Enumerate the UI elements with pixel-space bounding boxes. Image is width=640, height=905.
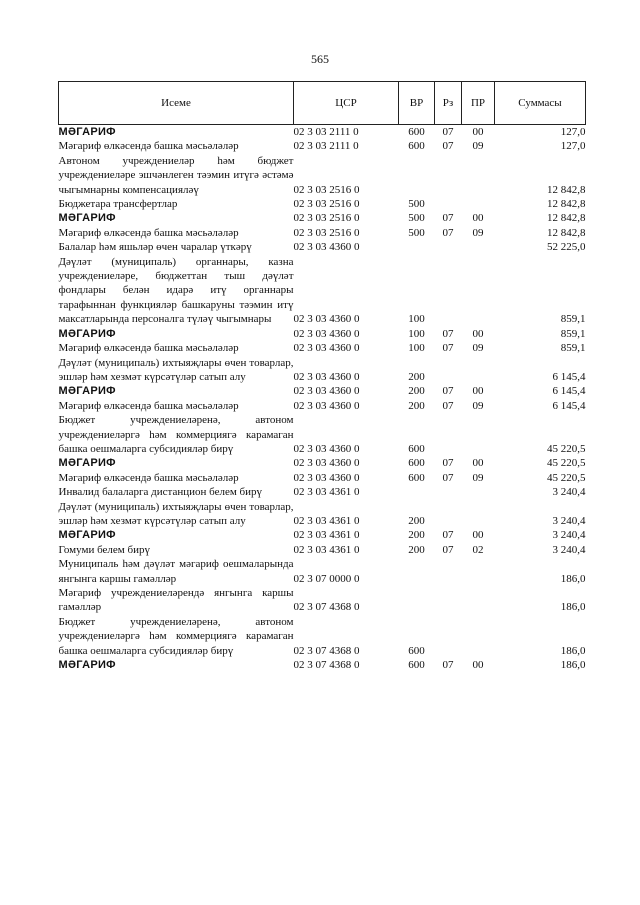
row-csr: 02 3 03 4361 0 [293, 529, 360, 542]
row-vr: 600 [408, 471, 425, 484]
row-pr [462, 197, 495, 211]
row-name: Дәүләт (муниципаль) ихтыяҗлары өчен товарлар, эшләр һәм хезмәт күрсәтүләр сатып алу [58, 500, 294, 527]
row-sum: 45 220,5 [547, 457, 586, 470]
table-row [59, 399, 586, 413]
budget-table [58, 81, 586, 672]
row-vr: 100 [408, 327, 425, 340]
row-sum: 12 842,8 [547, 183, 586, 196]
row-name: Мәгариф учреждениеләрендә янгынга каршы гамәлләр [58, 587, 294, 614]
row-pr: 00 [472, 529, 484, 542]
row-sum: 3 240,4 [552, 486, 586, 499]
row-rz: 07 [442, 457, 454, 470]
row-rz [435, 413, 462, 456]
row-rz: 07 [442, 543, 454, 556]
row-sum: 12 842,8 [547, 226, 586, 239]
row-name: Бюджет учреждениеләренә, автоном учреждениеләргә һәм коммерциягә карамаган башка оешмаларга субсидияләр бирү [58, 414, 294, 455]
row-vr: 600 [408, 140, 425, 153]
row-name: МӘГАРИФ [58, 457, 116, 470]
table-header [59, 82, 586, 125]
row-name: Инвалид балаларга дистанцион белем бирү [58, 486, 263, 499]
row-sum: 186,0 [560, 644, 586, 657]
row-csr: 02 3 03 2111 0 [293, 126, 359, 138]
table-row [59, 125, 586, 140]
row-pr [462, 356, 495, 385]
row-pr [462, 154, 495, 197]
row-rz: 07 [442, 327, 454, 340]
row-pr: 09 [472, 471, 484, 484]
table-row [59, 154, 586, 197]
row-name: МӘГАРИФ [58, 659, 116, 672]
row-pr [462, 586, 495, 615]
row-rz: 07 [442, 529, 454, 542]
row-csr: 02 3 03 4360 0 [293, 457, 360, 470]
row-name: Мәгариф өлкәсендә башка мәсьәләләр [58, 342, 239, 355]
row-name: Балалар һәм яшьләр өчен чаралар үткәрү [58, 241, 252, 254]
row-sum: 6 145,4 [552, 399, 586, 412]
row-csr: 02 3 03 4360 0 [293, 442, 360, 455]
row-sum: 859,1 [560, 313, 586, 326]
header-row [59, 82, 586, 125]
row-pr [462, 255, 495, 327]
row-csr: 02 3 03 4360 0 [293, 399, 360, 412]
table-row [59, 471, 586, 485]
row-name: Мәгариф өлкәсендә башка мәсьәләләр [58, 226, 239, 239]
row-vr: 200 [408, 399, 425, 412]
table-row [59, 197, 586, 211]
row-sum: 186,0 [560, 659, 586, 672]
row-rz: 07 [442, 399, 454, 412]
table-row [59, 456, 586, 470]
header-csr: ЦСР [294, 82, 399, 125]
row-sum: 45 220,5 [547, 442, 586, 455]
row-vr: 200 [408, 385, 425, 398]
table-row [59, 413, 586, 456]
table-row [59, 557, 586, 586]
row-name: Дәүләт (муниципаль) органнары, казна учреждениеләре, бюджеттан тыш дәүләт фондлары белән идарә итү органнары тарафыннан функцияләр башкаруны тәэмин итү максатларында персоналга түләү чыгымнары [58, 255, 294, 326]
row-vr: 600 [408, 442, 425, 455]
row-sum: 12 842,8 [547, 212, 586, 225]
row-pr [462, 485, 495, 499]
table-row [59, 356, 586, 385]
table-row [59, 528, 586, 542]
header-vr: ВР [399, 82, 435, 125]
row-rz [435, 557, 462, 586]
header-pr: ПР [462, 82, 495, 125]
row-pr [462, 557, 495, 586]
header-rz: Рз [435, 82, 462, 125]
row-vr: 200 [408, 514, 425, 527]
row-rz [435, 485, 462, 499]
page-number: 565 [311, 52, 329, 66]
row-rz [435, 154, 462, 197]
table-row [59, 327, 586, 341]
row-csr: 02 3 03 4360 0 [293, 241, 360, 254]
row-csr: 02 3 03 4360 0 [293, 370, 360, 383]
row-name: Муниципаль һәм дәүләт мәгариф оешмаларында янгынга каршы гамәлләр [58, 558, 294, 585]
row-vr: 600 [408, 644, 425, 657]
table-row [59, 485, 586, 499]
row-pr [462, 500, 495, 529]
row-sum: 6 145,4 [552, 370, 586, 383]
table-row [59, 211, 586, 225]
row-vr: 600 [408, 457, 425, 470]
row-pr [462, 413, 495, 456]
row-csr: 02 3 03 4361 0 [293, 514, 360, 527]
row-pr: 00 [472, 212, 484, 225]
row-pr: 00 [472, 457, 484, 470]
row-rz [435, 255, 462, 327]
row-vr: 500 [408, 198, 425, 211]
row-sum: 6 145,4 [552, 385, 586, 398]
table-row [59, 255, 586, 327]
row-name: МӘГАРИФ [58, 126, 116, 138]
row-rz: 07 [442, 471, 454, 484]
row-vr: 100 [408, 313, 425, 326]
row-pr: 00 [472, 327, 484, 340]
row-sum: 859,1 [560, 342, 586, 355]
row-rz [435, 615, 462, 658]
table-body [59, 125, 586, 673]
row-csr: 02 3 07 4368 0 [293, 659, 360, 672]
row-name: МӘГАРИФ [58, 212, 116, 225]
row-csr: 02 3 07 4368 0 [293, 601, 360, 614]
table-row [59, 341, 586, 355]
row-name: Бюджетара трансфертлар [58, 198, 178, 211]
row-sum: 52 225,0 [547, 241, 586, 254]
table-row [59, 658, 586, 672]
table-row [59, 500, 586, 529]
row-pr: 09 [472, 342, 484, 355]
row-csr: 02 3 03 4360 0 [293, 342, 360, 355]
row-rz: 07 [442, 126, 454, 138]
row-rz [435, 240, 462, 254]
row-csr: 02 3 07 0000 0 [293, 572, 360, 585]
row-name: Дәүләт (муниципаль) ихтыяҗлары өчен товарлар, эшләр һәм хезмәт күрсәтүләр сатып алу [58, 356, 294, 383]
row-sum: 3 240,4 [552, 514, 586, 527]
row-csr: 02 3 07 4368 0 [293, 644, 360, 657]
row-rz: 07 [442, 659, 454, 672]
table-row [59, 139, 586, 153]
row-vr: 500 [408, 212, 425, 225]
row-rz: 07 [442, 385, 454, 398]
table-row [59, 384, 586, 398]
row-csr: 02 3 03 2516 0 [293, 212, 360, 225]
row-pr [462, 615, 495, 658]
row-vr: 500 [408, 226, 425, 239]
row-name: Бюджет учреждениеләренә, автоном учреждениеләргә һәм коммерциягә карамаган башка оешмаларга субсидияләр бирү [58, 615, 294, 657]
row-csr: 02 3 03 2111 0 [293, 140, 359, 153]
row-sum: 12 842,8 [547, 198, 586, 211]
table-row [59, 543, 586, 557]
table-row [59, 586, 586, 615]
row-csr: 02 3 03 4361 0 [293, 543, 360, 556]
row-pr: 00 [472, 385, 484, 398]
row-csr: 02 3 03 4360 0 [293, 313, 360, 326]
row-vr: 200 [408, 370, 425, 383]
row-csr: 02 3 03 4360 0 [293, 471, 360, 484]
row-name: Автоном учреждениеләр һәм бюджет учреждениеләре эшчәнлеген тәэмин итүгә әстәмә чыгымнарны компенсацияләү [58, 154, 294, 196]
row-pr [462, 240, 495, 254]
row-vr: 600 [408, 126, 425, 138]
row-rz: 07 [442, 342, 454, 355]
row-sum: 45 220,5 [547, 471, 586, 484]
row-rz: 07 [442, 140, 454, 153]
row-rz [435, 500, 462, 529]
row-vr [399, 557, 435, 586]
row-pr: 00 [472, 659, 484, 672]
row-vr: 200 [408, 543, 425, 556]
row-pr: 00 [472, 126, 484, 138]
row-vr: 200 [408, 529, 425, 542]
row-sum: 3 240,4 [552, 529, 586, 542]
row-pr: 02 [472, 543, 484, 556]
row-csr: 02 3 03 2516 0 [293, 198, 360, 211]
row-name: Гомуми белем бирү [58, 543, 150, 556]
row-sum: 186,0 [560, 572, 586, 585]
row-sum: 3 240,4 [552, 543, 586, 556]
row-pr: 09 [472, 399, 484, 412]
row-name: Мәгариф өлкәсендә башка мәсьәләләр [58, 471, 239, 484]
row-name: МӘГАРИФ [58, 327, 116, 340]
row-rz: 07 [442, 212, 454, 225]
row-rz: 07 [442, 226, 454, 239]
row-sum: 859,1 [560, 327, 586, 340]
row-vr [399, 586, 435, 615]
row-csr: 02 3 03 2516 0 [293, 226, 360, 239]
table-row [59, 240, 586, 254]
row-name: Мәгариф өлкәсендә башка мәсьәләләр [58, 399, 239, 412]
row-rz [435, 356, 462, 385]
header-sum: Суммасы [495, 82, 586, 125]
row-sum: 186,0 [560, 601, 586, 614]
row-csr: 02 3 03 4361 0 [293, 486, 360, 499]
row-sum: 127,0 [560, 140, 586, 153]
table-row [59, 615, 586, 658]
row-csr: 02 3 03 4360 0 [293, 385, 360, 398]
row-sum: 127,0 [560, 126, 586, 138]
row-pr: 09 [472, 226, 484, 239]
row-csr: 02 3 03 2516 0 [293, 183, 360, 196]
row-rz [435, 586, 462, 615]
row-vr: 100 [408, 342, 425, 355]
table-row [59, 226, 586, 240]
row-rz [435, 197, 462, 211]
row-vr: 600 [408, 659, 425, 672]
row-vr [399, 240, 435, 254]
header-name: Исеме [59, 82, 294, 125]
row-vr [399, 154, 435, 197]
row-name: Мәгариф өлкәсендә башка мәсьәләләр [58, 140, 239, 153]
row-name: МӘГАРИФ [58, 385, 116, 398]
row-csr: 02 3 03 4360 0 [293, 327, 360, 340]
row-vr [399, 485, 435, 499]
row-name: МӘГАРИФ [58, 529, 116, 542]
row-pr: 09 [472, 140, 484, 153]
